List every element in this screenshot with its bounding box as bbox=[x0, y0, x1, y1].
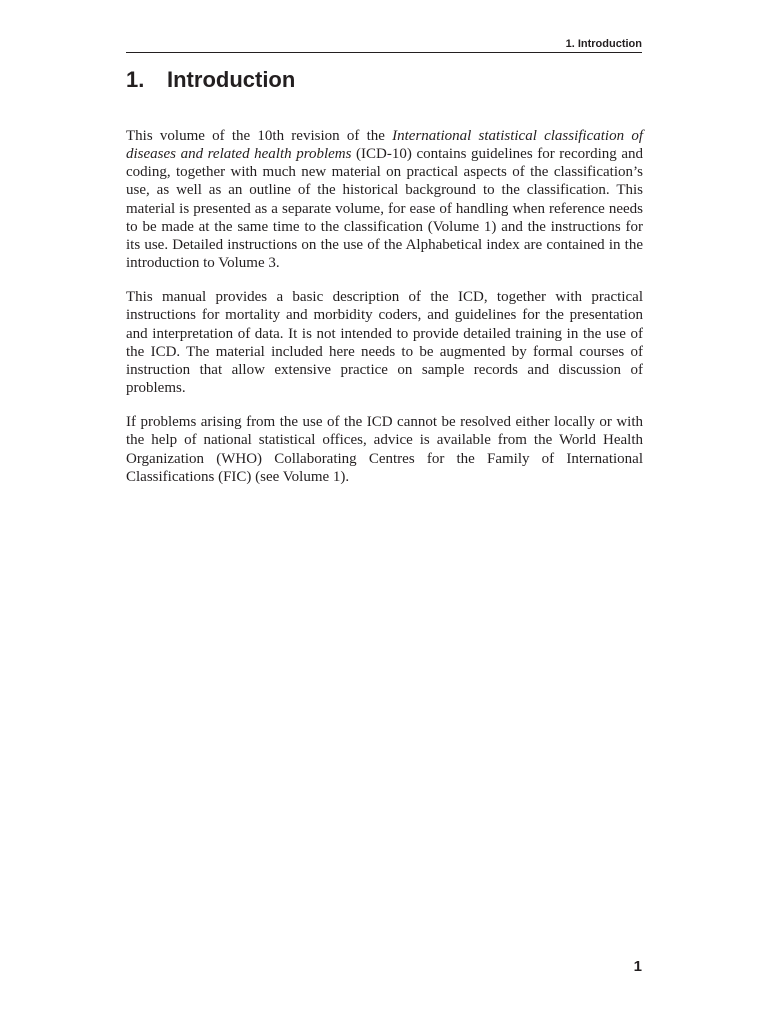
body-text bbox=[126, 127, 643, 502]
running-header bbox=[126, 38, 642, 53]
paragraph-3: If problems arising from the use of the ICD cannot be resolved either locally or with the help of national statistical offices, advice is available from the World Health Organization (WHO) Collaborating Centres for the Family of International Classifications (FIC) (see Volume 1). bbox=[126, 414, 643, 485]
chapter-title-text: Introduction bbox=[167, 67, 296, 92]
page-number: 1 bbox=[633, 958, 642, 975]
paragraph-1 bbox=[126, 127, 643, 272]
chapter-title bbox=[126, 66, 295, 94]
publication-title: International statistical classification of diseases and related health problems bbox=[126, 128, 643, 163]
paragraph-1-rest: (ICD-10) contains guidelines for recording and coding, together with much new material on practical aspects of the classification’s use, as well as an outline of the historical background to the classification. This material is presented as a separate volume, for ease of handling when reference needs to be made at the same time to the classification (Volume 1) and the instructions for its use. Detailed instructions on the use of the Alphabetical index are contained in the introduction to Volume 3. bbox=[126, 146, 643, 272]
running-header-title: 1. Introduction bbox=[565, 38, 642, 50]
paragraph-2: This manual provides a basic description of the ICD, together with practical instructions for mortality and morbidity coders, and guidelines for the presentation and interpretation of data. It is not intended to provide detailed training in the use of the ICD. The material included here needs to be augmented by formal courses of instruction that allow extensive practice on sample records and discussion of problems. bbox=[126, 289, 643, 397]
chapter-number: 1. bbox=[126, 67, 145, 92]
paragraph-1-intro: This volume of the 10th revision of the bbox=[126, 128, 393, 144]
